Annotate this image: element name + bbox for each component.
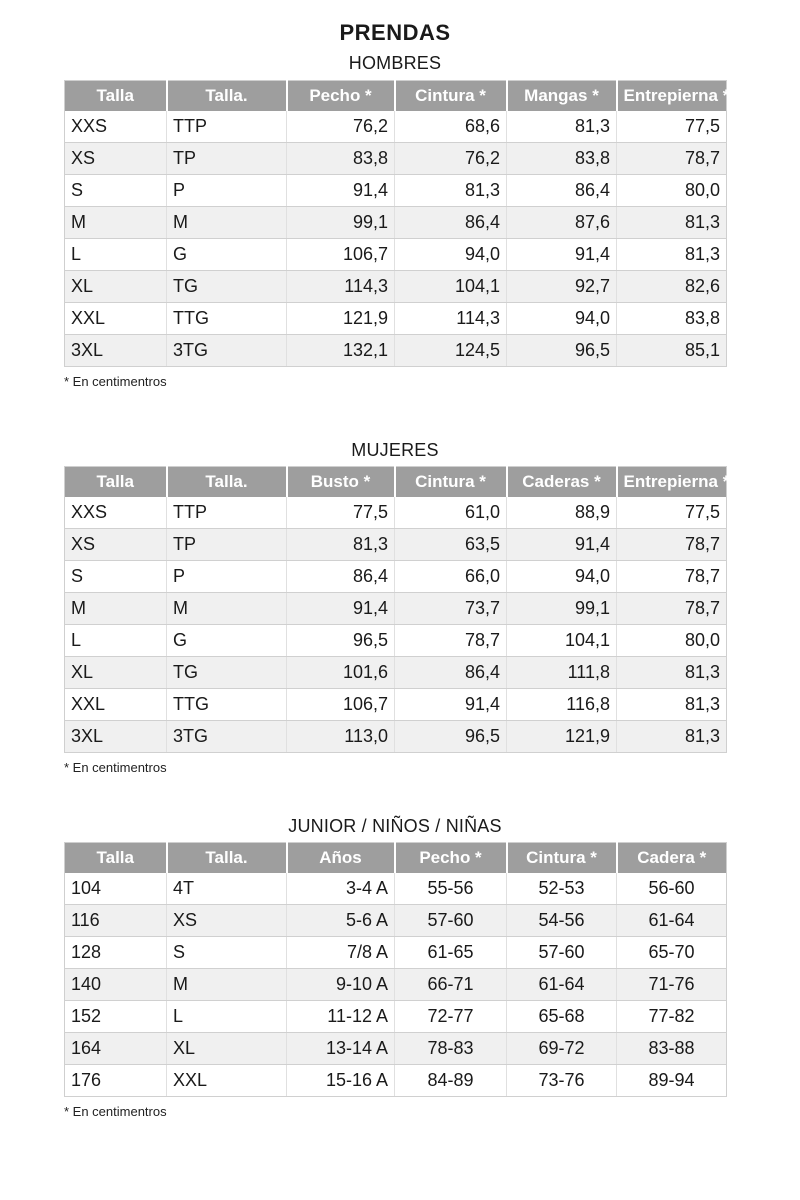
table-cell: 13-14 A bbox=[287, 1033, 395, 1065]
table-cell: P bbox=[167, 561, 287, 593]
footnote-hombres: * En centimentros bbox=[64, 374, 167, 389]
table-row bbox=[65, 625, 727, 657]
table-cell: 91,4 bbox=[507, 529, 617, 561]
table-cell: L bbox=[65, 625, 167, 657]
table-cell: XL bbox=[65, 271, 167, 303]
column-header: Entrepierna * bbox=[623, 86, 730, 105]
table-cell: 73,7 bbox=[395, 593, 507, 625]
table-cell: 94,0 bbox=[395, 239, 507, 271]
table-row bbox=[65, 239, 727, 271]
table-cell: 91,4 bbox=[287, 593, 395, 625]
table-cell: 3TG bbox=[167, 335, 287, 367]
table-cell: 63,5 bbox=[395, 529, 507, 561]
table-cell: 81,3 bbox=[617, 689, 727, 721]
column-header: Cintura * bbox=[507, 843, 617, 874]
table-cell: 106,7 bbox=[287, 689, 395, 721]
table-cell: 86,4 bbox=[507, 175, 617, 207]
table-row bbox=[65, 689, 727, 721]
table-cell: 81,3 bbox=[617, 721, 727, 753]
table-cell: 86,4 bbox=[395, 657, 507, 689]
table-cell: 3XL bbox=[65, 721, 167, 753]
table-cell: 54-56 bbox=[507, 905, 617, 937]
table-cell: 91,4 bbox=[287, 175, 395, 207]
column-header: Cintura * bbox=[395, 81, 507, 112]
table-cell: 82,6 bbox=[617, 271, 727, 303]
table-row bbox=[65, 1065, 727, 1097]
table-row bbox=[65, 873, 727, 905]
table-cell: 83,8 bbox=[507, 143, 617, 175]
table-cell: 77-82 bbox=[617, 1001, 727, 1033]
table-cell: 164 bbox=[65, 1033, 167, 1065]
table-cell: XS bbox=[65, 143, 167, 175]
table-row bbox=[65, 937, 727, 969]
table-cell: TTG bbox=[167, 303, 287, 335]
table-cell: 78,7 bbox=[617, 561, 727, 593]
table-cell: 61-64 bbox=[617, 905, 727, 937]
column-header: Cintura * bbox=[395, 467, 507, 498]
table-cell: G bbox=[167, 625, 287, 657]
table-cell: 81,3 bbox=[617, 239, 727, 271]
table-row bbox=[65, 593, 727, 625]
column-header: Caderas * bbox=[507, 467, 617, 498]
table-cell: 78,7 bbox=[395, 625, 507, 657]
table-cell: 99,1 bbox=[287, 207, 395, 239]
table-row bbox=[65, 905, 727, 937]
table-cell: 116,8 bbox=[507, 689, 617, 721]
table-cell: 81,3 bbox=[395, 175, 507, 207]
table-cell: TG bbox=[167, 271, 287, 303]
section-title-junior: JUNIOR / NIÑOS / NIÑAS bbox=[288, 816, 502, 836]
table-cell: 104 bbox=[65, 873, 167, 905]
table-cell: 99,1 bbox=[507, 593, 617, 625]
table-cell: 92,7 bbox=[507, 271, 617, 303]
table-cell: 72-77 bbox=[395, 1001, 507, 1033]
table-cell: 69-72 bbox=[507, 1033, 617, 1065]
table-cell: 83,8 bbox=[617, 303, 727, 335]
table-cell: 176 bbox=[65, 1065, 167, 1097]
page-title: PRENDAS bbox=[339, 20, 451, 45]
table-cell: 3XL bbox=[65, 335, 167, 367]
table-cell: 152 bbox=[65, 1001, 167, 1033]
column-header: Talla bbox=[65, 843, 167, 874]
table-cell: XXS bbox=[65, 497, 167, 529]
column-header: Pecho * bbox=[287, 81, 395, 112]
table-row bbox=[65, 175, 727, 207]
table-cell: XXL bbox=[167, 1065, 287, 1097]
table-row bbox=[65, 1033, 727, 1065]
table-cell: M bbox=[167, 969, 287, 1001]
table-cell: 77,5 bbox=[617, 111, 727, 143]
table-cell: XXL bbox=[65, 689, 167, 721]
column-header: Talla. bbox=[167, 843, 287, 874]
table-cell: 66,0 bbox=[395, 561, 507, 593]
column-header: Talla. bbox=[167, 81, 287, 112]
section-title-hombres: HOMBRES bbox=[348, 53, 442, 73]
section-title-mujeres: MUJERES bbox=[351, 440, 439, 460]
table-cell: XL bbox=[65, 657, 167, 689]
table-row bbox=[65, 207, 727, 239]
table-cell: 3-4 A bbox=[287, 873, 395, 905]
table-cell: 86,4 bbox=[287, 561, 395, 593]
table-cell: 78,7 bbox=[617, 143, 727, 175]
table-cell: 132,1 bbox=[287, 335, 395, 367]
size-table-mujeres bbox=[64, 466, 730, 753]
footnote-junior: * En centimentros bbox=[64, 1104, 167, 1119]
table-cell: S bbox=[65, 175, 167, 207]
table-cell: 71-76 bbox=[617, 969, 727, 1001]
table-cell: 86,4 bbox=[395, 207, 507, 239]
table-row bbox=[65, 303, 727, 335]
table-cell: M bbox=[167, 207, 287, 239]
table-cell: P bbox=[167, 175, 287, 207]
table-cell: 111,8 bbox=[507, 657, 617, 689]
table-cell: 3TG bbox=[167, 721, 287, 753]
table-cell: 80,0 bbox=[617, 175, 727, 207]
table-cell: 104,1 bbox=[395, 271, 507, 303]
table-row bbox=[65, 497, 727, 529]
table-cell: 94,0 bbox=[507, 303, 617, 335]
table-cell: 11-12 A bbox=[287, 1001, 395, 1033]
table-cell: 9-10 A bbox=[287, 969, 395, 1001]
table-cell: 104,1 bbox=[507, 625, 617, 657]
column-header: Mangas * bbox=[507, 81, 617, 112]
column-header: Años bbox=[287, 843, 395, 874]
table-cell: 121,9 bbox=[287, 303, 395, 335]
table-cell: 114,3 bbox=[287, 271, 395, 303]
table-row bbox=[65, 271, 727, 303]
table-cell: TTP bbox=[167, 111, 287, 143]
table-row bbox=[65, 561, 727, 593]
table-cell: 101,6 bbox=[287, 657, 395, 689]
table-cell: 114,3 bbox=[395, 303, 507, 335]
table-cell: TP bbox=[167, 143, 287, 175]
table-cell: 91,4 bbox=[395, 689, 507, 721]
table-cell: 55-56 bbox=[395, 873, 507, 905]
table-cell: 83,8 bbox=[287, 143, 395, 175]
table-cell: M bbox=[65, 207, 167, 239]
table-cell: 76,2 bbox=[395, 143, 507, 175]
table-cell: 76,2 bbox=[287, 111, 395, 143]
table-cell: 106,7 bbox=[287, 239, 395, 271]
table-cell: 91,4 bbox=[507, 239, 617, 271]
table-cell: 113,0 bbox=[287, 721, 395, 753]
table-row bbox=[65, 111, 727, 143]
table-cell: 15-16 A bbox=[287, 1065, 395, 1097]
table-cell: 83-88 bbox=[617, 1033, 727, 1065]
column-header: Talla. bbox=[167, 467, 287, 498]
table-cell: 96,5 bbox=[507, 335, 617, 367]
table-cell: 56-60 bbox=[617, 873, 727, 905]
column-header: Talla bbox=[65, 81, 167, 112]
table-cell: 61-65 bbox=[395, 937, 507, 969]
table-cell: 81,3 bbox=[287, 529, 395, 561]
table-row bbox=[65, 529, 727, 561]
table-cell: 116 bbox=[65, 905, 167, 937]
table-cell: 65-70 bbox=[617, 937, 727, 969]
table-header-row bbox=[65, 81, 727, 112]
table-cell: 73-76 bbox=[507, 1065, 617, 1097]
table-cell: G bbox=[167, 239, 287, 271]
table-cell: 80,0 bbox=[617, 625, 727, 657]
table-cell: M bbox=[167, 593, 287, 625]
table-cell: 85,1 bbox=[617, 335, 727, 367]
table-cell: TG bbox=[167, 657, 287, 689]
table-cell: 81,3 bbox=[507, 111, 617, 143]
table-cell: S bbox=[167, 937, 287, 969]
table-cell: 140 bbox=[65, 969, 167, 1001]
table-cell: 66-71 bbox=[395, 969, 507, 1001]
column-header: Busto * bbox=[287, 467, 395, 498]
table-cell: TTP bbox=[167, 497, 287, 529]
table-cell: TP bbox=[167, 529, 287, 561]
table-cell: 61,0 bbox=[395, 497, 507, 529]
column-header: Pecho * bbox=[395, 843, 507, 874]
table-cell: 5-6 A bbox=[287, 905, 395, 937]
table-cell: 89-94 bbox=[617, 1065, 727, 1097]
table-cell: 124,5 bbox=[395, 335, 507, 367]
table-cell: 77,5 bbox=[287, 497, 395, 529]
table-cell: 61-64 bbox=[507, 969, 617, 1001]
table-cell: XXL bbox=[65, 303, 167, 335]
table-cell: 57-60 bbox=[395, 905, 507, 937]
table-cell: 87,6 bbox=[507, 207, 617, 239]
table-row bbox=[65, 1001, 727, 1033]
table-cell: 57-60 bbox=[507, 937, 617, 969]
table-cell: XXS bbox=[65, 111, 167, 143]
table-header-row bbox=[65, 843, 727, 874]
table-cell: XS bbox=[167, 905, 287, 937]
table-cell: 96,5 bbox=[395, 721, 507, 753]
column-header: Cadera * bbox=[637, 848, 707, 867]
size-table-junior bbox=[64, 842, 727, 1097]
size-table-hombres bbox=[64, 80, 730, 367]
table-row bbox=[65, 335, 727, 367]
table-cell: L bbox=[65, 239, 167, 271]
table-cell: 121,9 bbox=[507, 721, 617, 753]
table-cell: 81,3 bbox=[617, 207, 727, 239]
table-cell: 78,7 bbox=[617, 529, 727, 561]
table-cell: 4T bbox=[167, 873, 287, 905]
table-header-row bbox=[65, 467, 727, 498]
table-cell: TTG bbox=[167, 689, 287, 721]
table-cell: S bbox=[65, 561, 167, 593]
table-cell: XL bbox=[167, 1033, 287, 1065]
column-header: Entrepierna * bbox=[623, 472, 730, 491]
table-cell: 128 bbox=[65, 937, 167, 969]
table-cell: 7/8 A bbox=[287, 937, 395, 969]
table-cell: 77,5 bbox=[617, 497, 727, 529]
table-cell: 52-53 bbox=[507, 873, 617, 905]
table-row bbox=[65, 721, 727, 753]
table-cell: 78,7 bbox=[617, 593, 727, 625]
table-cell: 68,6 bbox=[395, 111, 507, 143]
column-header: Talla bbox=[65, 467, 167, 498]
table-row bbox=[65, 657, 727, 689]
table-row bbox=[65, 143, 727, 175]
table-cell: XS bbox=[65, 529, 167, 561]
table-cell: 81,3 bbox=[617, 657, 727, 689]
table-cell: 84-89 bbox=[395, 1065, 507, 1097]
table-cell: 78-83 bbox=[395, 1033, 507, 1065]
table-cell: 96,5 bbox=[287, 625, 395, 657]
table-cell: L bbox=[167, 1001, 287, 1033]
table-cell: 94,0 bbox=[507, 561, 617, 593]
table-cell: 88,9 bbox=[507, 497, 617, 529]
table-cell: 65-68 bbox=[507, 1001, 617, 1033]
table-cell: M bbox=[65, 593, 167, 625]
footnote-mujeres: * En centimentros bbox=[64, 760, 167, 775]
table-row bbox=[65, 969, 727, 1001]
